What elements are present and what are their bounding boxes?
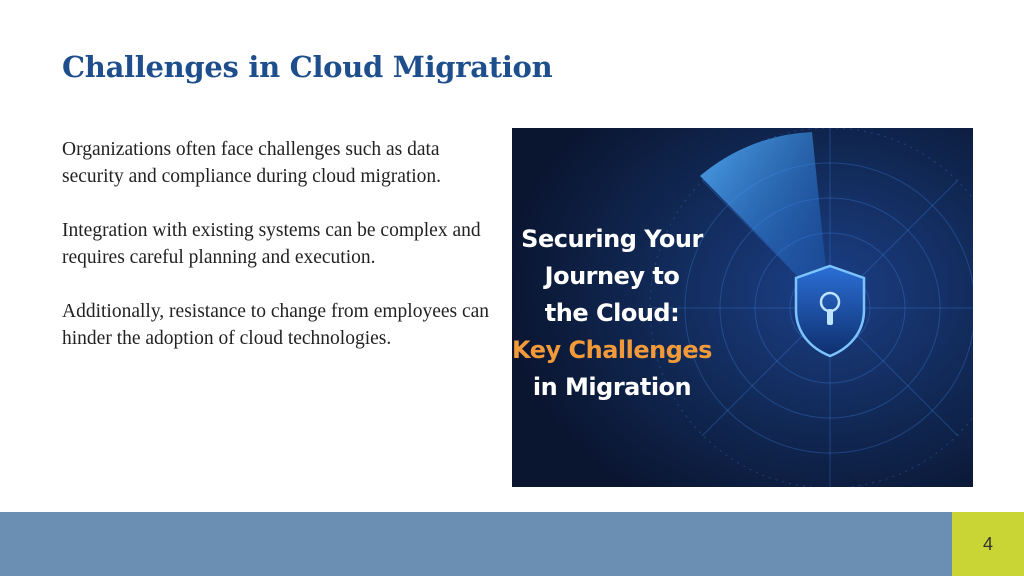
- caption-line: Journey to: [544, 262, 680, 290]
- caption-line: the Cloud:: [544, 299, 680, 327]
- image-caption: [512, 221, 712, 406]
- footer-bar: [0, 512, 952, 576]
- paragraph-resistance: Additionally, resistance to change from employees can hinder the adoption of cloud technologies.: [62, 301, 490, 349]
- page-number-box: [952, 512, 1024, 576]
- caption-line: in Migration: [532, 373, 692, 401]
- cloud-security-image: [512, 128, 973, 487]
- paragraph-security: Organizations often face challenges such as data security and compliance during cloud migration.: [62, 139, 442, 187]
- slide-title: Challenges in Cloud Migration: [62, 50, 553, 84]
- paragraph-integration: Integration with existing systems can be complex and requires careful planning and execution.: [62, 220, 481, 268]
- page-number: 4: [982, 534, 993, 554]
- caption-line: Securing Your: [521, 225, 703, 253]
- caption-accent-line: Key Challenges: [512, 336, 712, 364]
- body-text: [62, 136, 502, 379]
